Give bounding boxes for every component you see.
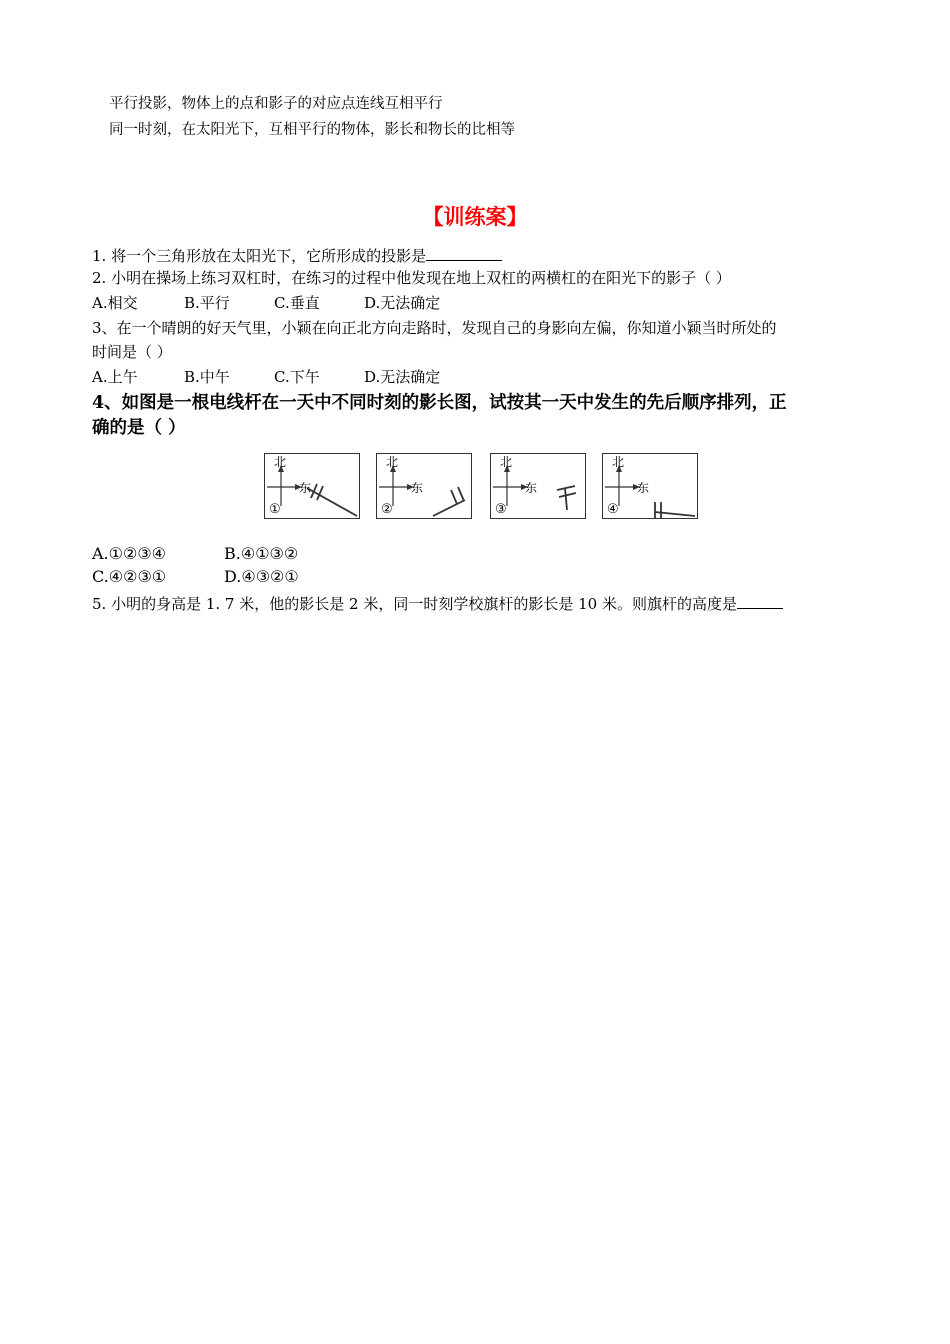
north-label: 北 — [386, 455, 399, 469]
section-title: 【训练案】 — [422, 205, 528, 229]
option-d: D.无法确定 — [364, 368, 441, 386]
question-3-line-1: 3、在一个晴朗的好天气里，小颖在向正北方向走路时，发现自己的身影向左偏，你知道小颖当时所处的 — [92, 319, 777, 337]
option-c: C.垂直 — [274, 294, 320, 312]
panel-number: ② — [381, 502, 393, 517]
question-4-options-row-1 — [92, 543, 298, 565]
option-a: A.相交 — [92, 294, 138, 312]
intro-line-2: 同一时刻，在太阳光下，互相平行的物体，影长和物长的比相等 — [109, 122, 515, 138]
shadow-panel-1 — [264, 453, 360, 519]
question-1 — [92, 245, 502, 266]
option-d: D.无法确定 — [364, 294, 441, 312]
option-b: B.平行 — [184, 294, 230, 312]
question-5 — [92, 593, 783, 614]
panel-number: ① — [269, 502, 281, 517]
east-label: 东 — [411, 481, 424, 495]
answer-blank — [737, 593, 783, 609]
north-label: 北 — [612, 455, 625, 469]
question-2: 2. 小明在操场上练习双杠时，在练习的过程中他发现在地上双杠的两横杠的在阳光下的影子（ ） — [92, 269, 731, 287]
north-label: 北 — [500, 455, 513, 469]
shadow-panel-3 — [490, 453, 586, 519]
option-a: A.①②③④ — [92, 544, 167, 563]
question-4-line-1: 4、如图是一根电线杆在一天中不同时刻的影长图，试按其一天中发生的先后顺序排列，正 — [92, 393, 787, 413]
intro-line-1: 平行投影，物体上的点和影子的对应点连线互相平行 — [109, 96, 443, 112]
shadow-panel-4 — [602, 453, 698, 519]
answer-blank — [426, 245, 502, 261]
question-3-line-2: 时间是（ ） — [92, 343, 172, 361]
panel-number: ④ — [607, 502, 619, 517]
question-5-text: 5. 小明的身高是 1. 7 米，他的影长是 2 米，同一时刻学校旗杆的影长是 10 米。则旗杆的高度是 — [92, 595, 737, 613]
shadow-panel-2 — [376, 453, 472, 519]
question-1-text: 1. 将一个三角形放在太阳光下，它所形成的投影是 — [92, 247, 427, 265]
option-a: A.上午 — [92, 368, 138, 386]
option-b: B.中午 — [184, 368, 230, 386]
question-4-line-2: 确的是（ ） — [92, 418, 186, 438]
option-b: B.④①③② — [224, 544, 299, 563]
east-label: 东 — [637, 481, 650, 495]
east-label: 东 — [525, 481, 538, 495]
option-c: C.④②③① — [92, 567, 167, 586]
option-d: D.④③②① — [224, 567, 299, 586]
north-label: 北 — [274, 455, 287, 469]
panel-number: ③ — [495, 502, 507, 517]
question-2-options — [92, 293, 440, 313]
question-3-options — [92, 367, 440, 387]
question-4-options-row-2 — [92, 566, 299, 588]
east-label: 东 — [299, 481, 312, 495]
option-c: C.下午 — [274, 368, 320, 386]
